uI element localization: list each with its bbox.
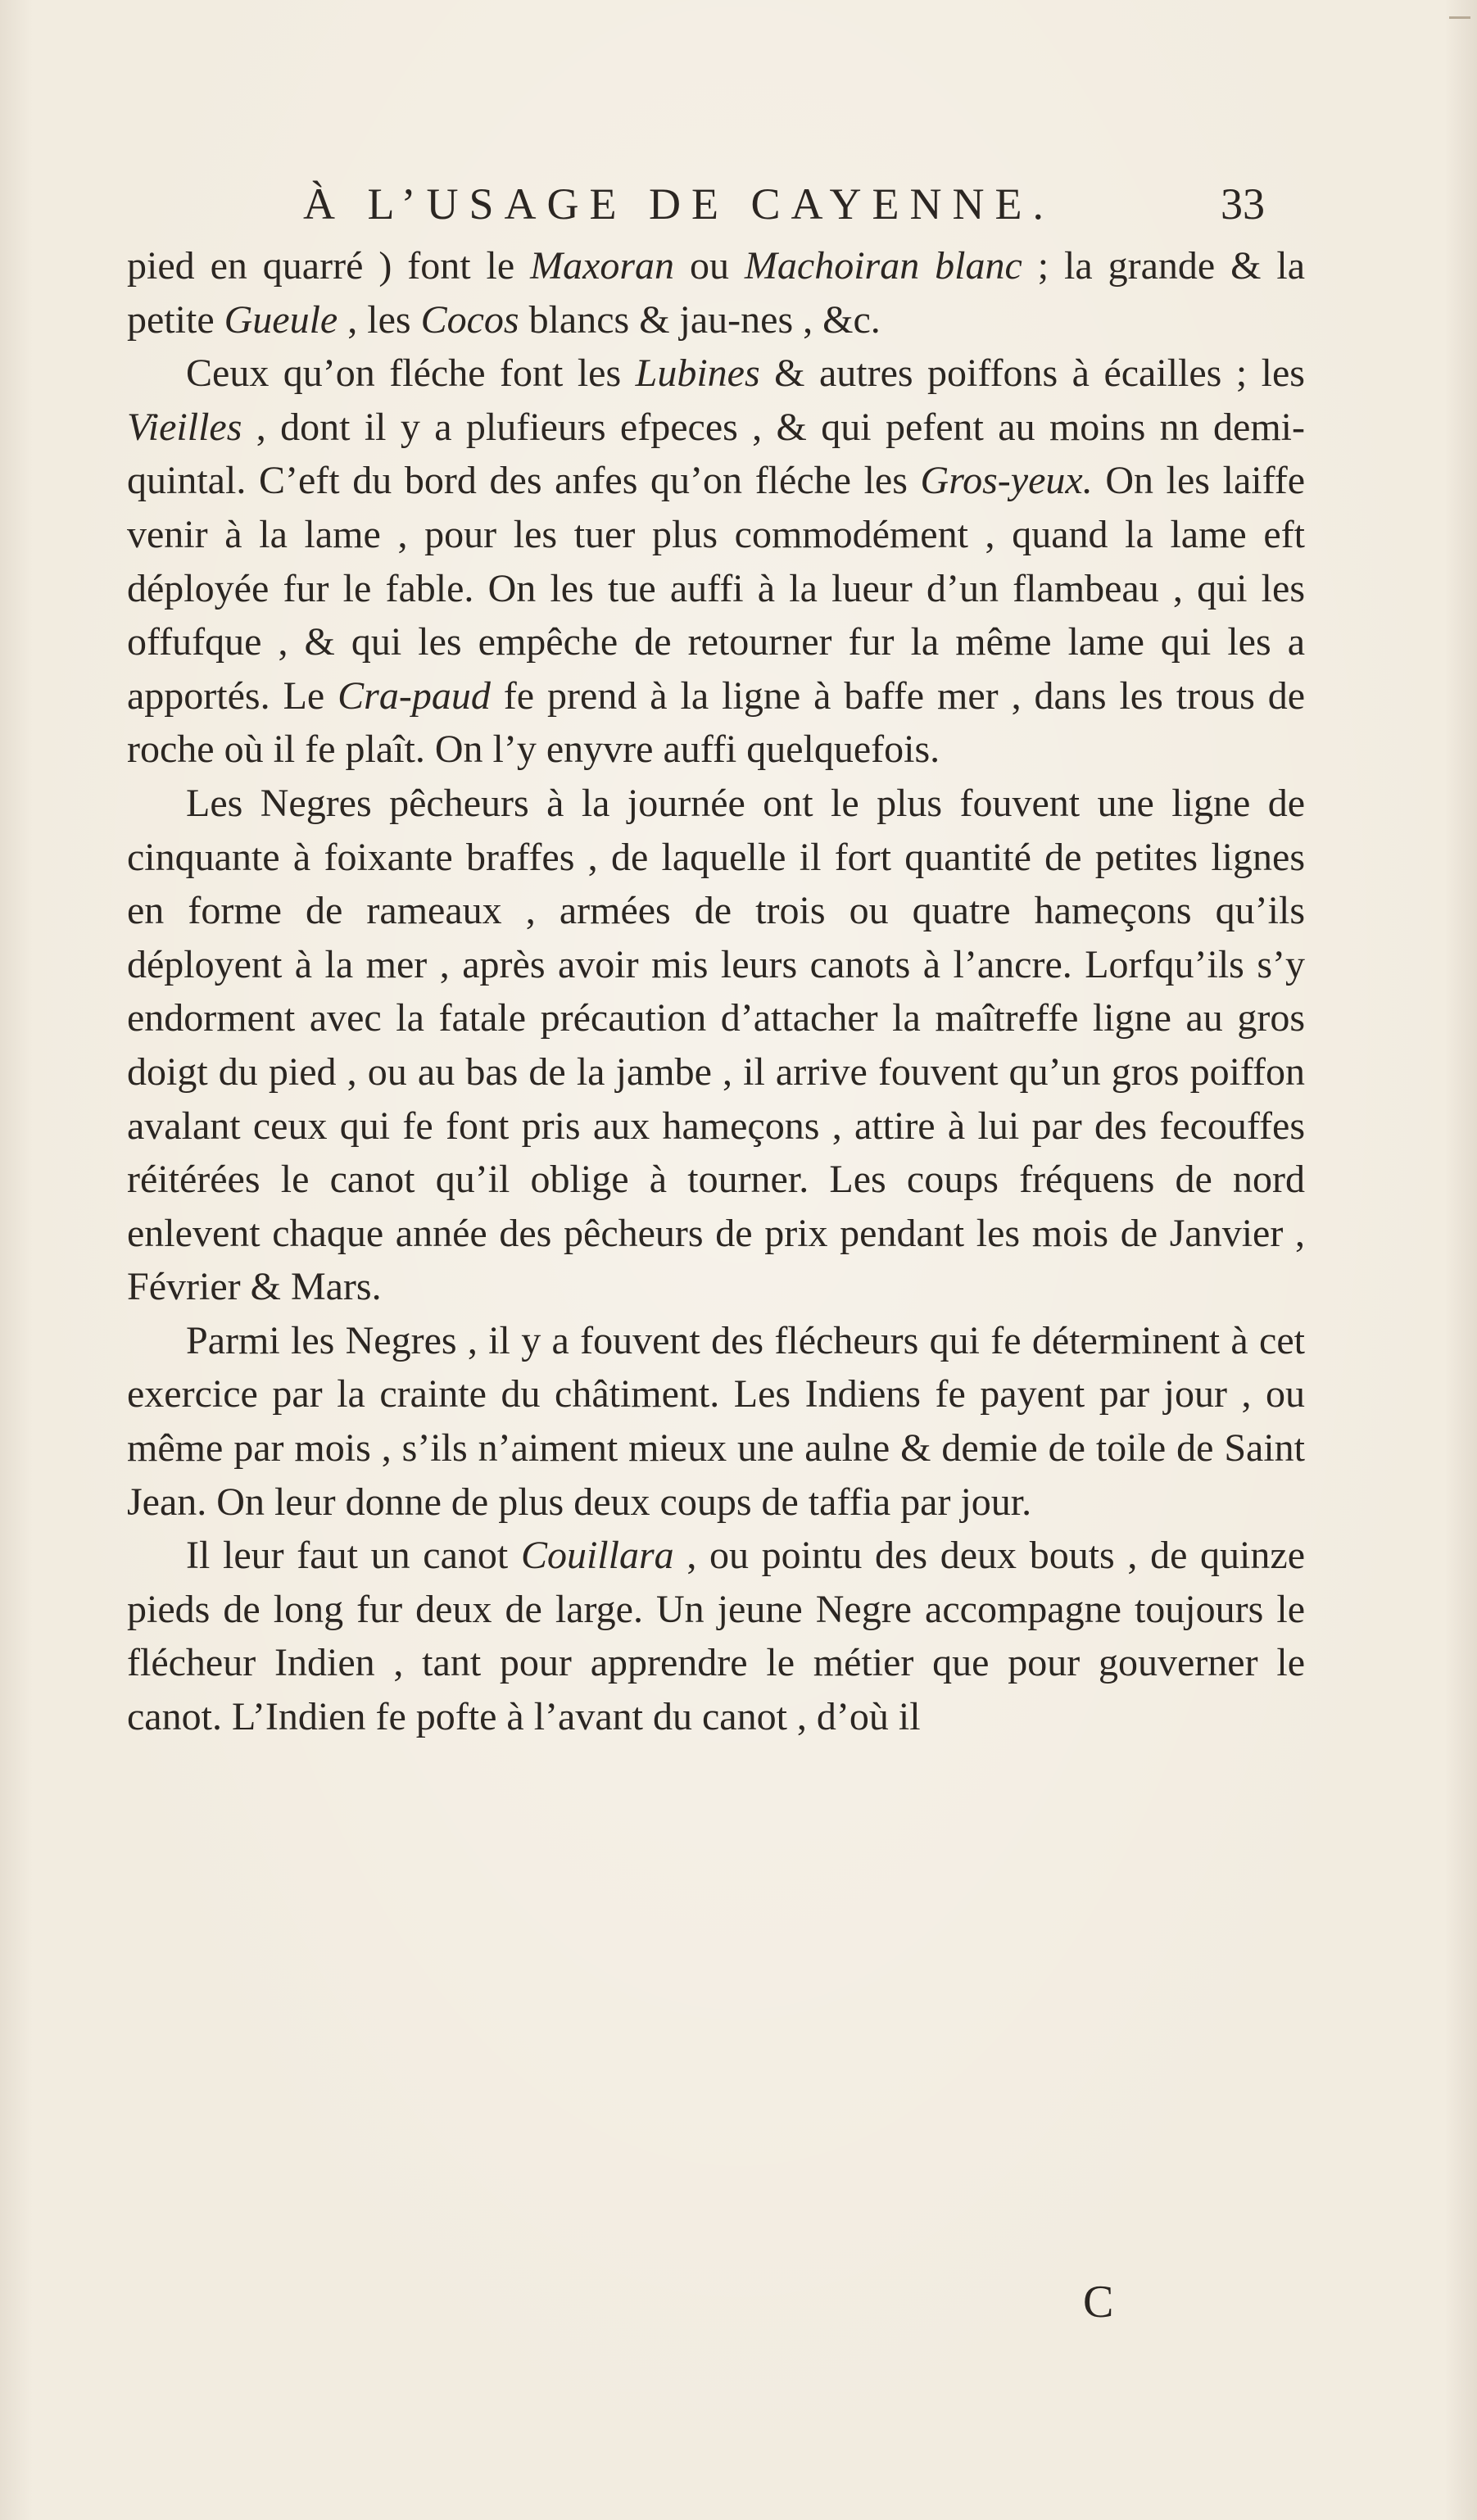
text-run: , les (338, 297, 421, 342)
italic-term: Maxoran (530, 244, 675, 288)
text-run: , dont il y a plufieurs efpeces , & qui pefent au moins nn demi-quintal. C’eft du bord des anfes qu’on fléche les (127, 405, 1305, 503)
italic-term: Gros-yeux. (920, 459, 1093, 503)
italic-term: Lubines (635, 351, 760, 396)
text-run: & autres poiffons à écailles ; les (759, 351, 1305, 396)
text-run: Il leur faut un canot (186, 1534, 521, 1578)
body-text (127, 239, 1305, 1744)
text-run: ; la grande & la petite (127, 244, 1306, 342)
text-run: fe prend à la ligne à baffe mer , dans les trous de roche où il fe plaît. On l’y enyvre auffi quelquefois. (127, 673, 1306, 772)
italic-term: Machoiran blanc (744, 244, 1022, 288)
paragraph (127, 777, 1305, 1314)
italic-term: Gueule (224, 297, 338, 342)
text-run: , ou pointu des deux bouts , de quinze pieds de long fur deux de large. Un jeune Negre accompagne toujours le flécheur Indien , tant pour apprendre le métier que pour gouverner le canot. L’Indien fe pofte à l’avant du canot , d’où il (127, 1534, 1306, 1739)
signature-mark: C (1083, 2277, 1116, 2327)
italic-term: Couillara (520, 1534, 674, 1578)
paragraph (127, 239, 1305, 347)
text-run: Parmi les Negres , il y a fouvent des flécheurs qui fe déterminent à cet exercice par la crainte du châtiment. Les Indiens fe payent par jour , ou même par mois , s’ils n’aiment mieux une aulne & demie de toile de Saint Jean. On leur donne de plus deux coups de taffia par jour. (127, 1318, 1305, 1524)
running-head: À L’USAGE DE CAYENNE. (303, 179, 1055, 229)
text-run: Ceux qu’on fléche font les (186, 351, 636, 396)
text-run: pied en quarré ) font le (127, 244, 531, 288)
text-run: blancs & jau-nes , &c. (519, 297, 881, 342)
paragraph (127, 347, 1305, 777)
text-run: Les Negres pêcheurs à la journée ont le plus fouvent une ligne de cinquante à foixante braffes , de laquelle il fort quantité de petites lignes en forme de rameaux , armées de trois ou quatre hameçons qu’ils déployent à la mer , après avoir mis leurs canots à l’ancre. Lorfqu’ils s’y endorment avec la fatale précaution d’attacher la maîtreffe ligne au gros doigt du pied , ou au bas de la jambe , il arrive fouvent qu’un gros poiffon avalant ceux qui fe font pris aux hameçons , attire à lui par des fecouffes réitérées le canot qu’il oblige à tourner. Les coups fréquens de nord enlevent chaque année des pêcheurs de prix pendant les mois de Janvier , Février & Mars. (127, 781, 1305, 1309)
page-number: 33 (1221, 179, 1265, 229)
paragraph (127, 1529, 1305, 1743)
text-run: ou (674, 244, 745, 288)
italic-term: Vieilles (127, 405, 242, 449)
page-header (0, 179, 1477, 236)
italic-term: Cocos (420, 297, 519, 342)
text-run: On les laiffe venir à la lame , pour les tuer plus commodément , quand la lame eft déployée fur le fable. On les tue auffi à la lueur d’un flambeau , qui les offufque , & qui les empêche de retourner fur la même lame qui les a apportés. Le (127, 459, 1305, 718)
paragraph (127, 1314, 1305, 1529)
italic-term: Cra-paud (338, 673, 491, 718)
edge-mark (1449, 16, 1470, 19)
